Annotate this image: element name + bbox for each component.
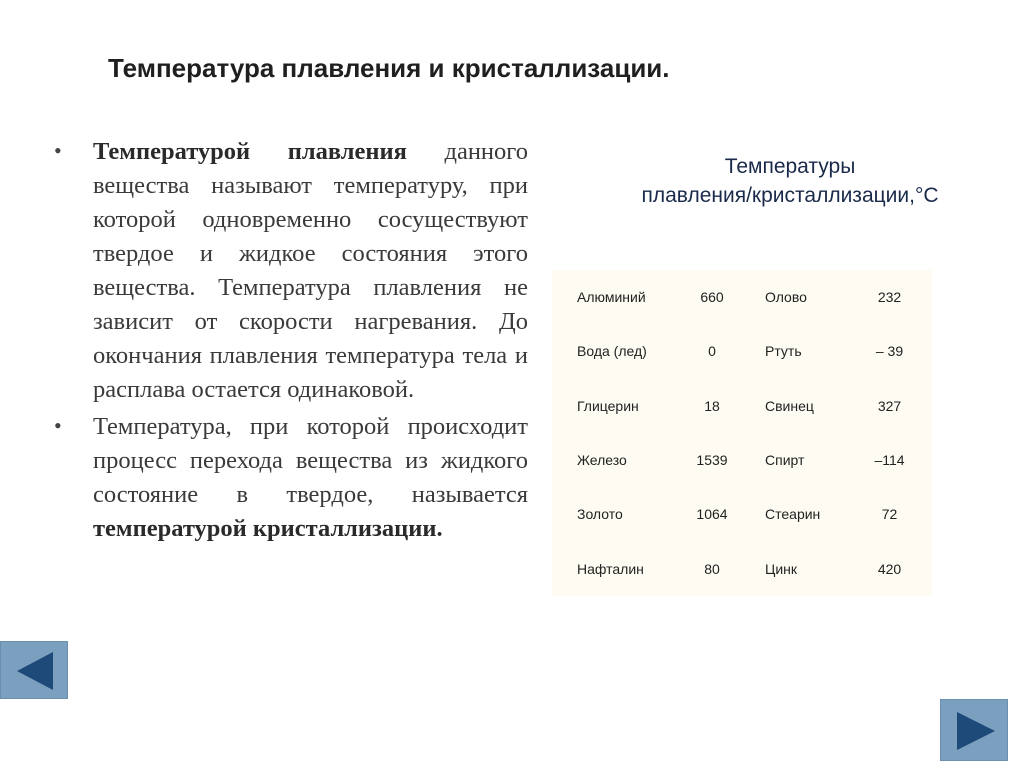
- temperature-table: [552, 270, 932, 596]
- bullet-dot-icon: •: [54, 138, 62, 163]
- table-title-line1: Температуры: [724, 155, 856, 178]
- table-row: [552, 324, 932, 378]
- bullet-item-crystallization: [50, 410, 528, 546]
- slide-title: Температура плавления и кристаллизации.: [108, 53, 670, 83]
- triangle-left-icon: [1, 642, 69, 700]
- substance-temperature: –114: [874, 452, 905, 469]
- bullet-item-melting: [50, 135, 528, 407]
- substance-name: Золото: [577, 506, 623, 523]
- substance-temperature: 1064: [696, 506, 728, 523]
- bullet-dot-icon: •: [54, 413, 62, 438]
- substance-name: Железо: [577, 452, 627, 469]
- substance-name: Ртуть: [765, 343, 802, 360]
- substance-temperature: 80: [704, 560, 720, 577]
- triangle-right-icon: [941, 700, 1009, 762]
- term-melting-temperature: Температурой плавления: [93, 138, 407, 165]
- substance-temperature: 660: [700, 289, 724, 306]
- bullet-list: [50, 135, 528, 549]
- table-row: [552, 542, 932, 596]
- table-title: [560, 152, 1020, 210]
- substance-temperature: 327: [877, 397, 902, 414]
- table-row: [552, 379, 932, 433]
- substance-name: Цинк: [765, 560, 798, 577]
- table-title-line2: плавления/кристаллизации,°С: [641, 184, 939, 207]
- substance-temperature: 1539: [696, 452, 728, 469]
- definition-melting: данного вещества называют температуру, при которой одновременно сосуществуют твердое и жидкое состояния этого вещества. Температура плавления не зависит от скорости нагревания. До окончания плавления температура тела и расплава остается одинаковой.: [93, 138, 528, 403]
- term-crystallization-temperature: температурой кристаллизации.: [93, 515, 443, 542]
- substance-name: Стеарин: [765, 506, 821, 523]
- substance-name: Спирт: [765, 452, 805, 469]
- previous-slide-button[interactable]: [0, 641, 68, 699]
- substance-temperature: 420: [877, 560, 902, 577]
- substance-temperature: 72: [881, 506, 898, 523]
- substance-temperature: – 39: [875, 343, 904, 360]
- substance-name: Алюминий: [577, 289, 646, 306]
- substance-temperature: 0: [708, 343, 716, 360]
- substance-name: Свинец: [765, 397, 814, 414]
- table-row: [552, 270, 932, 324]
- substance-temperature: 232: [877, 289, 902, 306]
- table-row: [552, 433, 932, 487]
- next-slide-button[interactable]: [940, 699, 1008, 761]
- definition-crystallization: Температура, при которой происходит процесс перехода вещества из жидкого состояние в твердое, называется: [93, 413, 528, 508]
- substance-name: Вода (лед): [577, 343, 647, 360]
- substance-name: Глицерин: [577, 397, 639, 414]
- substance-name: Олово: [765, 289, 807, 306]
- substance-temperature: 18: [704, 397, 720, 414]
- substance-name: Нафталин: [577, 560, 644, 577]
- table-row: [552, 487, 932, 541]
